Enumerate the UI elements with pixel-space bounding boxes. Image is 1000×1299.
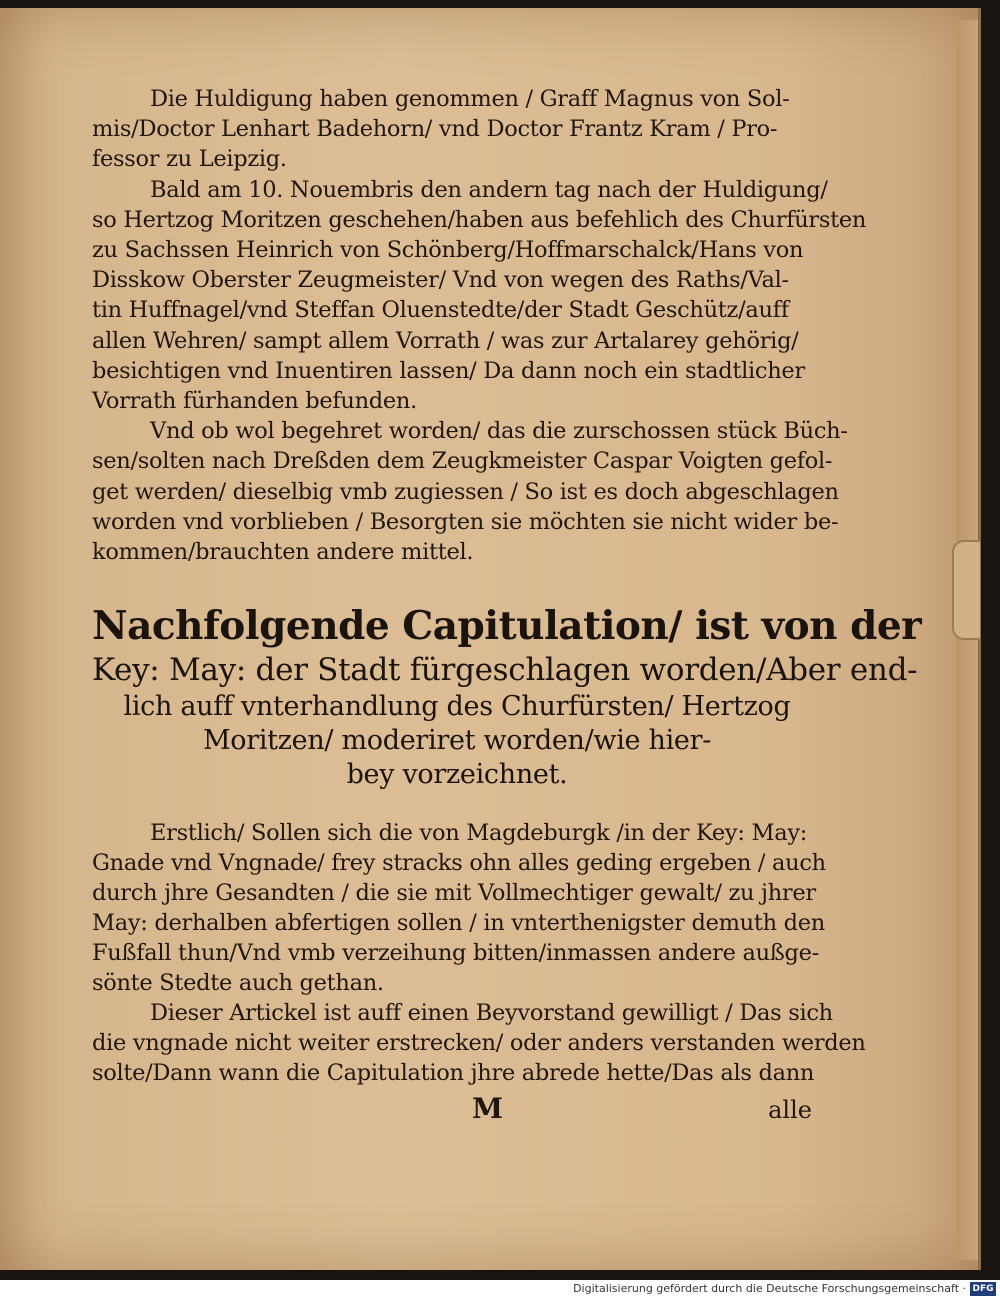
heading-line: Nachfolgende Capitulation/ ist von der <box>92 603 922 649</box>
heading-line: bey vorzeichnet. <box>346 759 568 790</box>
text-line: solte/Dann wann die Capitulation jhre abrede hette/Das als dann <box>92 1060 815 1086</box>
text-line: Fußfall thun/Vnd vmb verzeihung bitten/inmassen andere außge- <box>92 940 819 966</box>
text-line: mis/Doctor Lenhart Badehorn/ vnd Doctor Frantz Kram / Pro- <box>92 116 778 143</box>
text-line: durch jhre Gesandten / die sie mit Vollmechtiger gewalt/ zu jhrer <box>92 880 816 906</box>
heading-line: lich auff vnterhandlung des Churfürsten/ Hertzog <box>123 691 791 722</box>
text-line: Vnd ob wol begehret worden/ das die zurschossen stück Büch- <box>150 418 848 445</box>
text-line: besichtigen vnd Inuentiren lassen/ Da dann noch ein stadtlicher <box>92 357 805 384</box>
body-text-top <box>92 84 867 567</box>
text-line: worden vnd vorblieben / Besorgten sie möchten sie nicht wider be- <box>92 508 839 535</box>
page-tab-marker <box>952 540 980 640</box>
text-line: Erstlich/ Sollen sich die von Magdeburgk /in der Key: May: <box>150 820 808 846</box>
catchword: alle <box>768 1096 812 1124</box>
text-line: so Hertzog Moritzen geschehen/haben aus befehlich des Churfürsten <box>92 206 867 233</box>
heading-line: Moritzen/ moderiret worden/wie hier- <box>202 725 712 756</box>
body-text-bottom <box>92 818 866 1088</box>
text-line: zu Sachssen Heinrich von Schönberg/Hoffmarschalck/Hans von <box>92 237 804 264</box>
text-line: Gnade vnd Vngnade/ frey stracks ohn alles geding ergeben / auch <box>92 850 826 876</box>
text-line: Disskow Oberster Zeugmeister/ Vnd von wegen des Raths/Val- <box>92 267 789 294</box>
text-line: tin Huffnagel/vnd Steffan Oluenstedte/der Stadt Geschütz/auff <box>92 297 789 324</box>
text-line: allen Wehren/ sampt allem Vorrath / was zur Artalarey gehörig/ <box>92 327 799 354</box>
dfg-logo-icon: DFG <box>970 1282 996 1296</box>
page-edge <box>956 20 978 1260</box>
funding-notice: Digitalisierung gefördert durch die Deutsche Forschungsgemeinschaft · <box>573 1282 966 1295</box>
digitization-footer <box>0 1280 1000 1299</box>
text-line: Die Huldigung haben genommen / Graff Magnus von Sol- <box>150 86 790 112</box>
text-line: Bald am 10. Nouembris den andern tag nach der Huldigung/ <box>150 176 828 203</box>
text-line: die vngnade nicht weiter erstrecken/ oder anders verstanden werden <box>92 1030 866 1056</box>
text-line: sönte Stedte auch gethan. <box>92 970 384 996</box>
text-line: kommen/brauchten andere mittel. <box>92 539 474 566</box>
text-line: fessor zu Leipzig. <box>92 146 287 173</box>
signature-mark: M <box>472 1092 503 1125</box>
text-line: May: derhalben abfertigen sollen / in vnterthenigster demuth den <box>92 910 825 936</box>
section-heading <box>92 602 922 792</box>
text-line: Vorrath fürhanden befunden. <box>92 388 417 415</box>
text-line: get werden/ dieselbig vmb zugiessen / So ist es doch abgeschlagen <box>92 478 839 505</box>
heading-line: Key: May: der Stadt fürgeschlagen worden/Aber end- <box>92 652 918 688</box>
text-line: sen/solten nach Dreßden dem Zeugkmeister Caspar Voigten gefol- <box>92 448 833 475</box>
text-line: Dieser Artickel ist auff einen Beyvorstand gewilligt / Das sich <box>150 1000 833 1026</box>
